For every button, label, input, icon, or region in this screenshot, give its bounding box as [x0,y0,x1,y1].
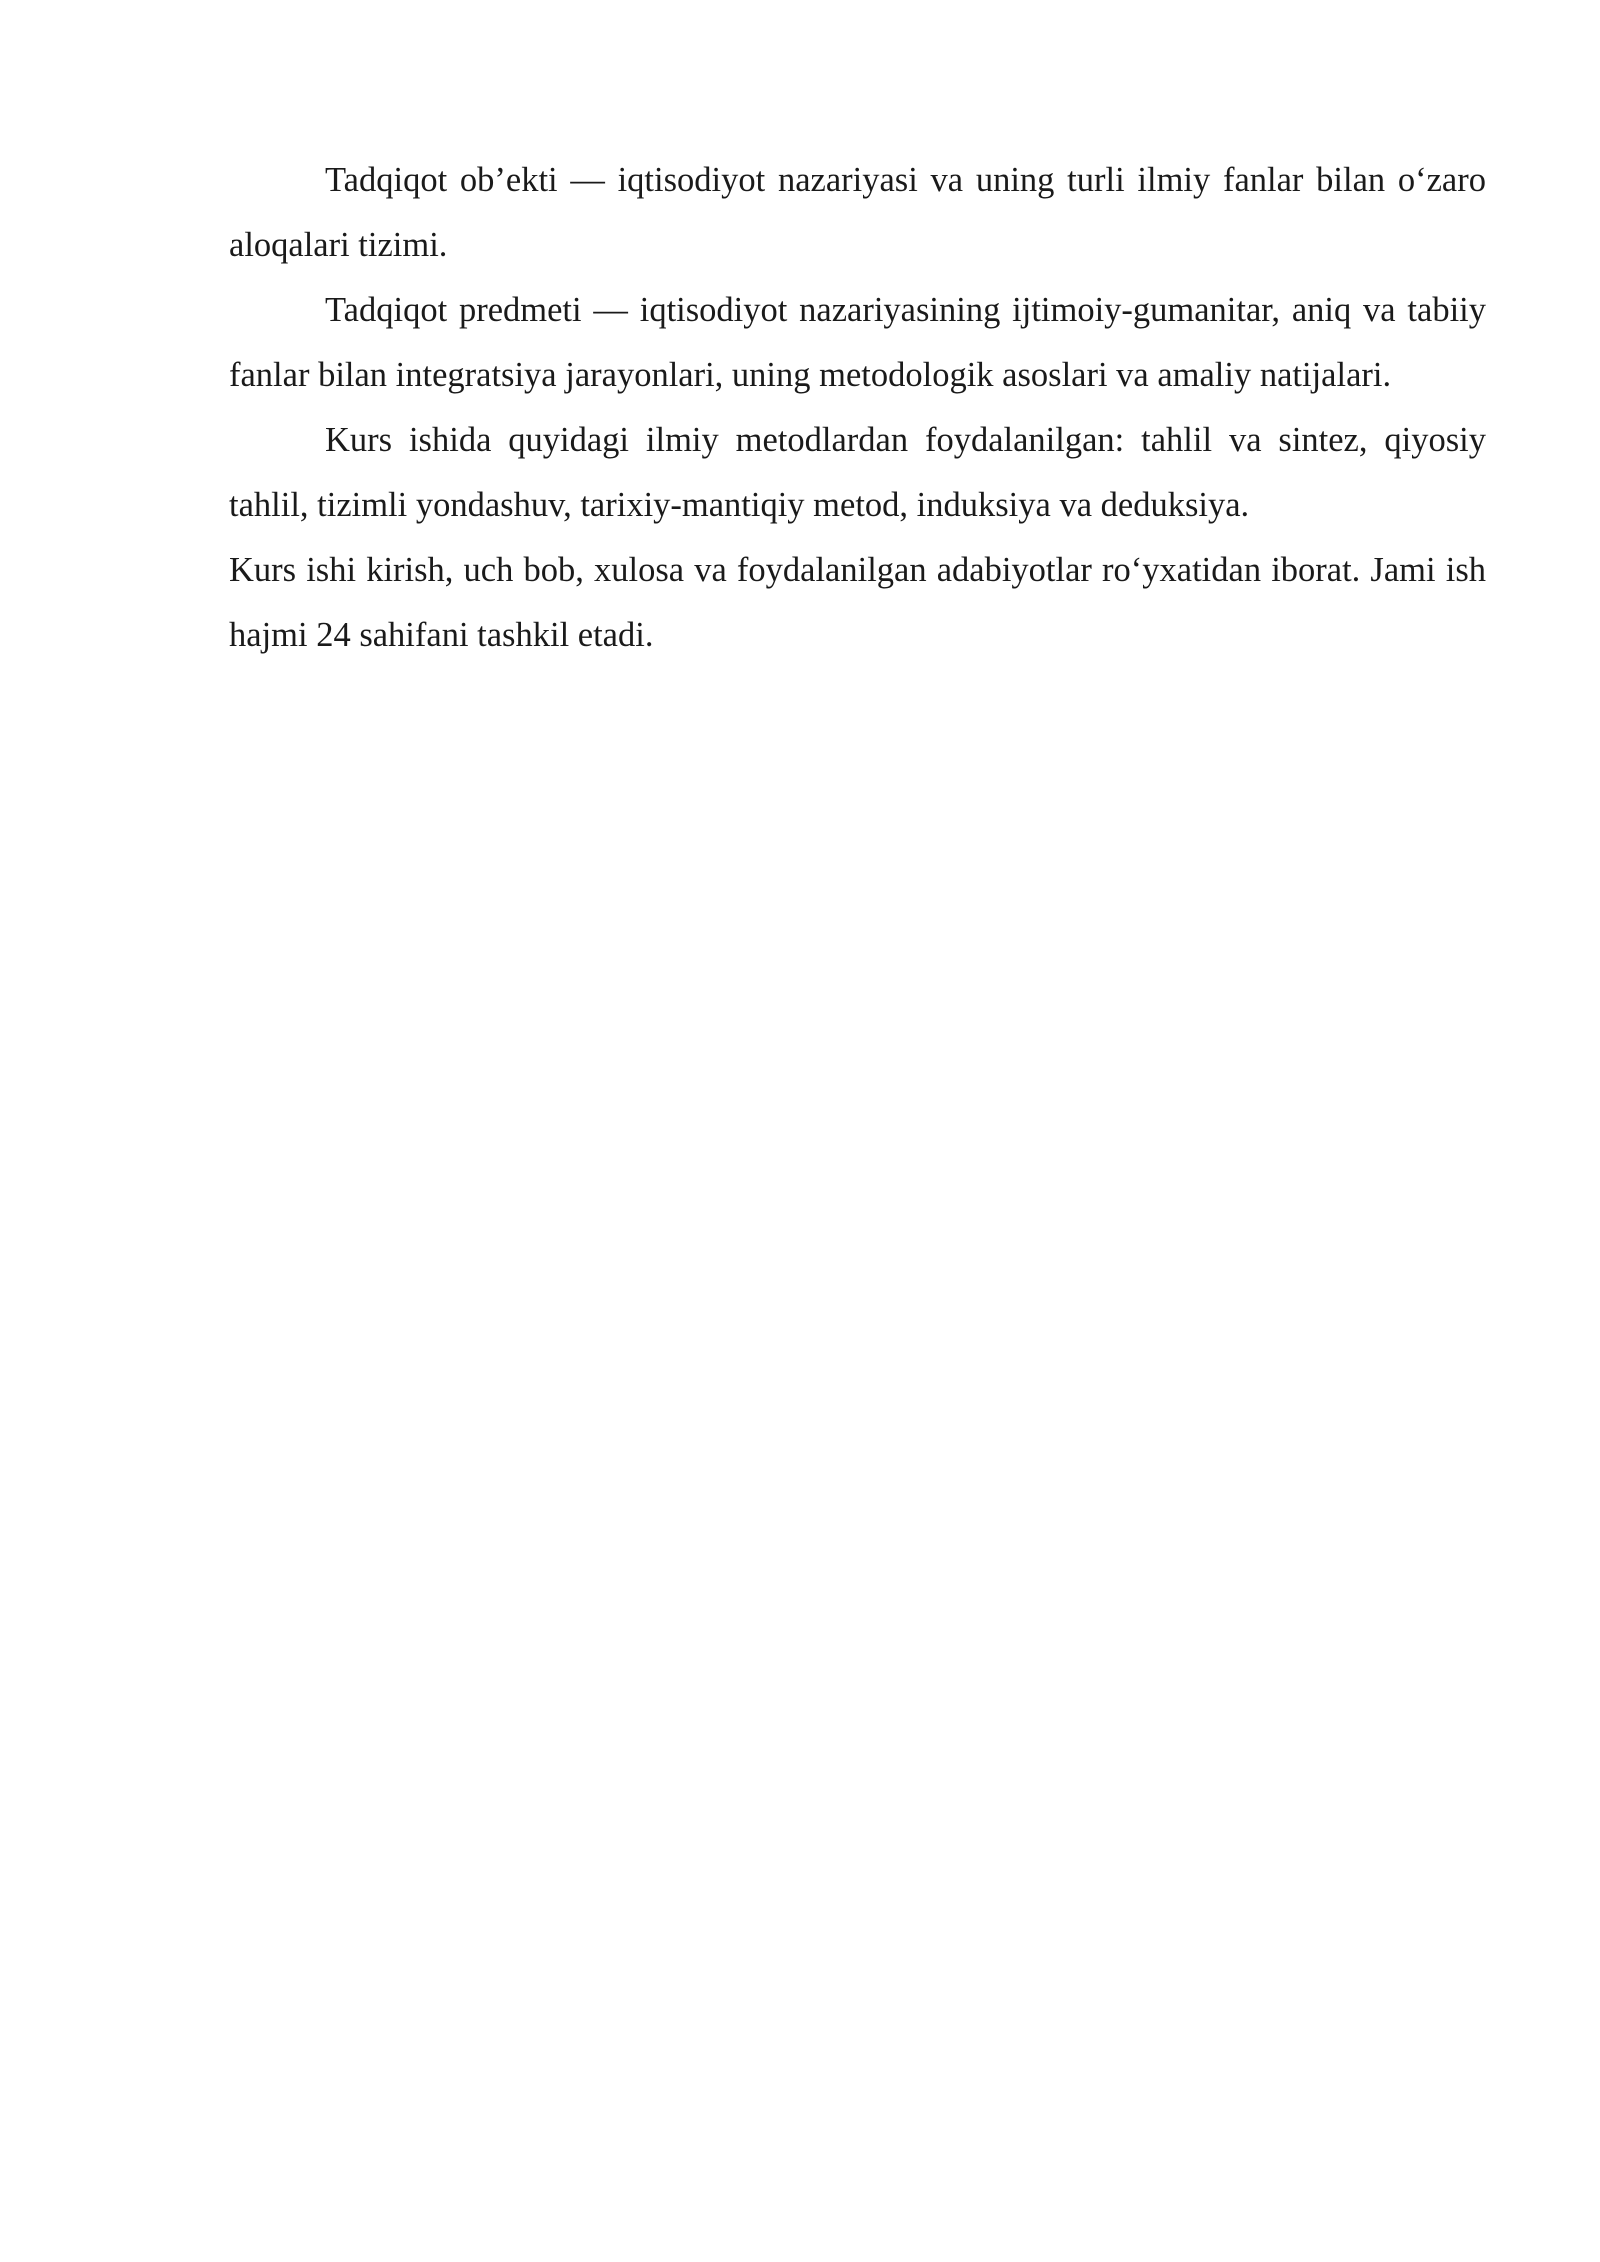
paragraph-research-methods: Kurs ishida quyidagi ilmiy metodlardan foydalanilgan: tahlil va sintez, qiyosiy tahlil, tizimli yondashuv, tarixiy-mantiqiy metod, induksiya va deduksiya. [229,421,1486,524]
body-text [229,148,1486,668]
paragraph-research-subject: Tadqiqot predmeti — iqtisodiyot nazariyasining ijtimoiy-gumanitar, aniq va tabiiy fanlar bilan integratsiya jarayonlari, uning metodologik asoslari va amaliy natijalari. [229,291,1486,394]
paragraph-research-object: Tadqiqot ob’ekti — iqtisodiyot nazariyasi va uning turli ilmiy fanlar bilan o‘zaro aloqalari tizimi. [229,161,1486,264]
paragraph-structure: Kurs ishi kirish, uch bob, xulosa va foydalanilgan adabiyotlar ro‘yxatidan iborat. Jami ish hajmi 24 sahifani tashkil etadi. [229,551,1486,654]
